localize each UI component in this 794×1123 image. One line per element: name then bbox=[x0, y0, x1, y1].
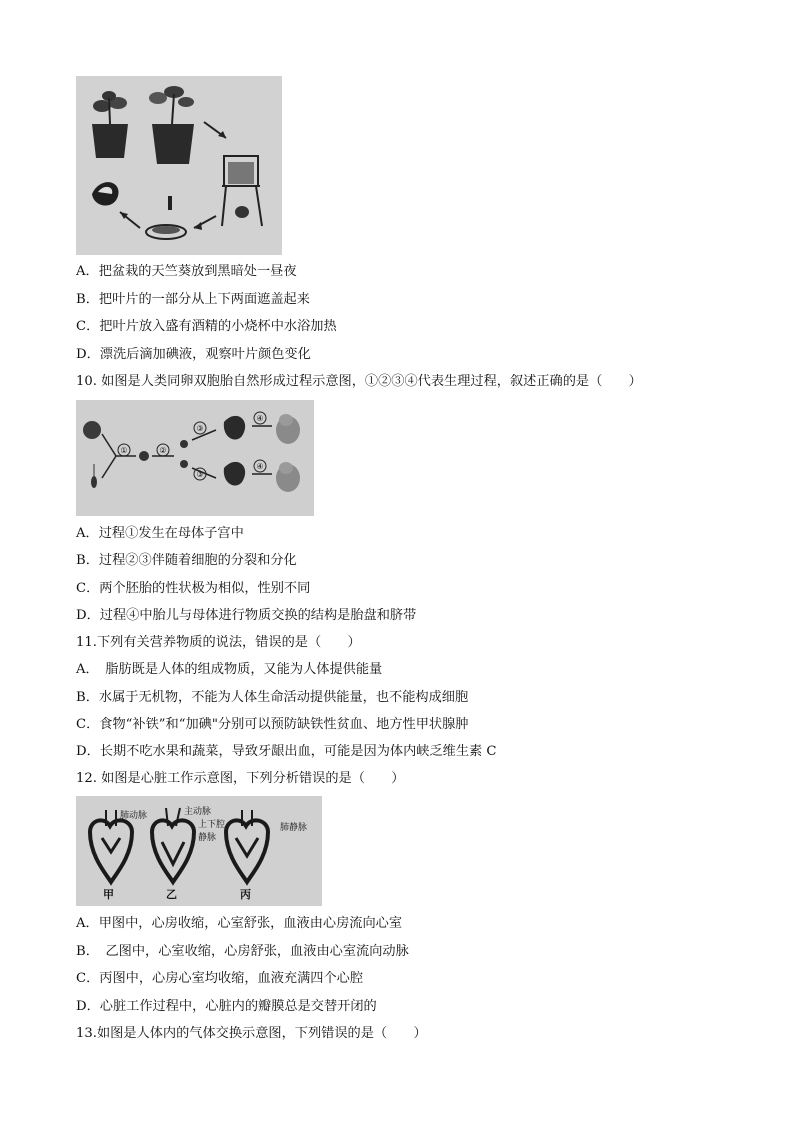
q12-stem: 12. 如图是心脏工作示意图，下列分析错误的是（ ） bbox=[76, 771, 405, 786]
q10-label-4b: ④ bbox=[256, 462, 264, 471]
label-pulmonary-artery: 肺动脉 bbox=[120, 811, 148, 821]
q11-stem: 11.下列有关营养物质的说法，错误的是（ ） bbox=[76, 635, 361, 650]
q10-option-c: C．两个胚胎的性状极为相似，性别不同 bbox=[76, 581, 311, 596]
q9-option-b: B．把叶片的一部分从上下两面遮盖起来 bbox=[76, 292, 310, 307]
q10-label-3a: ③ bbox=[196, 424, 204, 433]
q10-label-1: ① bbox=[120, 446, 128, 455]
q9-option-a: A．把盆栽的天竺葵放到黑暗处一昼夜 bbox=[76, 264, 297, 279]
label-aorta: 主动脉 bbox=[184, 807, 212, 817]
q11-option-d: D．长期不吃水果和蔬菜，导致牙龈出血，可能是因为体内峡乏维生素 C bbox=[76, 744, 497, 759]
label-vena-cava-2: 静脉 bbox=[198, 833, 217, 843]
q11-option-c: C．食物“补铁”和“加碘"分别可以预防缺铁性贫血、地方性甲状腺肿 bbox=[76, 717, 469, 732]
q12-option-c: C．丙图中，心房心室均收缩，血液充满四个心腔 bbox=[76, 971, 364, 986]
label-vena-cava-1: 上下腔 bbox=[198, 820, 226, 830]
starch-experiment-figure bbox=[76, 76, 282, 255]
q10-option-a: A．过程①发生在母体子宫中 bbox=[76, 526, 244, 541]
q10-stem: 10. 如图是人类同卵双胞胎自然形成过程示意图，①②③④代表生理过程，叙述正确的是（ ） bbox=[76, 374, 642, 389]
label-jia: 甲 bbox=[103, 888, 114, 901]
q12-option-d: D．心脏工作过程中，心脏内的瓣膜总是交替开闭的 bbox=[76, 999, 377, 1014]
q10-option-b: B．过程②③伴随着细胞的分裂和分化 bbox=[76, 553, 297, 568]
q12-option-b: B． 乙图中，心室收缩，心房舒张，血液由心室流向动脉 bbox=[76, 944, 409, 959]
twin-formation-figure bbox=[76, 400, 314, 516]
q11-option-b: B．水属于无机物，不能为人体生命活动提供能量，也不能构成细胞 bbox=[76, 690, 469, 705]
q11-option-a: A． 脂肪既是人体的组成物质，又能为人体提供能量 bbox=[76, 662, 383, 677]
q9-option-d: D．漂洗后滴加碘液，观察叶片颜色变化 bbox=[76, 347, 311, 362]
q10-label-2: ② bbox=[159, 446, 167, 455]
q13-stem: 13.如图是人体内的气体交换示意图，下列错误的是（ ） bbox=[76, 1026, 427, 1041]
q10-label-4a: ④ bbox=[256, 414, 264, 423]
q10-option-d: D．过程④中胎儿与母体进行物质交换的结构是胎盘和脐带 bbox=[76, 608, 417, 623]
label-yi: 乙 bbox=[166, 888, 177, 901]
q9-option-c: C．把叶片放入盛有酒精的小烧杯中水浴加热 bbox=[76, 319, 337, 334]
label-pulmonary-vein: 肺静脉 bbox=[280, 823, 308, 833]
label-bing: 丙 bbox=[240, 888, 251, 901]
q12-option-a: A．甲图中，心房收缩，心室舒张，血液由心房流向心室 bbox=[76, 916, 403, 931]
heart-cycle-figure bbox=[76, 796, 322, 906]
q10-label-3b: ③ bbox=[196, 470, 204, 479]
